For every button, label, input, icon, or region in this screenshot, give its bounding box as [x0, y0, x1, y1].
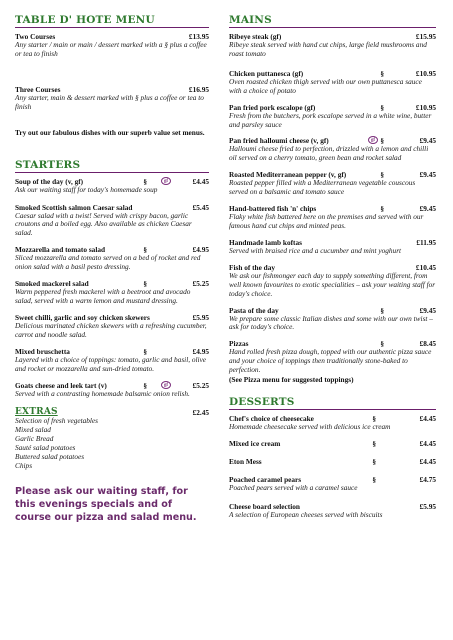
set-menu-marker: § — [143, 346, 147, 356]
item-name: Pizzas — [229, 339, 249, 349]
section-divider — [15, 172, 209, 173]
item-description: Fresh from the butchers, pork escalope served in a white wine, butter and parsley sauce — [229, 110, 432, 129]
item-price: £9.45 — [419, 136, 436, 146]
item-name: Ribeye steak (gf) — [229, 32, 282, 41]
menu-item — [229, 306, 436, 333]
section-divider — [229, 27, 436, 28]
extras-item: Mixed salad — [15, 425, 51, 435]
set-menu-marker: § — [143, 279, 147, 289]
item-name: Pan fried halloumi cheese (v, gf) — [229, 136, 329, 146]
menu-item — [229, 69, 436, 96]
menu-item — [229, 457, 436, 466]
item-description: Any starter / main or main / dessert marked with a § plus a coffee or tea to finish — [15, 40, 207, 58]
item-name: Chef's choice of cheesecake — [229, 414, 314, 424]
item-description: A selection of European cheeses served with biscuits — [229, 509, 383, 519]
item-name: Cheese board selection — [229, 501, 300, 511]
menu-item — [229, 339, 436, 384]
item-description: We ask our fishmonger each day to supply something different, from well known favourites to exotic specialities – ask your waiting staff for today's choice. — [229, 270, 436, 298]
extras-item: Selection of fresh vegetables — [15, 416, 99, 426]
menu-item — [15, 347, 209, 374]
item-name: Pan fried pork escalope (gf) — [229, 102, 316, 112]
item-name: Hand-battered fish 'n' chips — [229, 204, 317, 214]
item-price: £5.25 — [192, 279, 209, 289]
set-menu-marker: § — [380, 170, 384, 180]
two-courses-item — [15, 32, 209, 59]
item-description: Homemade cheesecake served with delicious ice cream — [229, 422, 391, 432]
menu-item — [15, 381, 209, 399]
item-price: £10.95 — [415, 68, 436, 78]
menu-item — [229, 502, 436, 520]
item-price: £4.75 — [419, 474, 436, 484]
menu-item — [15, 203, 209, 239]
menu-item — [229, 475, 436, 493]
menu-item — [229, 204, 436, 231]
set-menu-marker: § — [372, 456, 376, 466]
menu-item — [229, 103, 436, 130]
item-description: Hand rolled fresh pizza dough, topped with our authentic pizza sauce and your choice of toppings then traditionally stone-baked to perfection. — [229, 347, 432, 375]
menu-item — [229, 414, 436, 432]
set-menu-marker: § — [372, 438, 376, 448]
item-name: Goats cheese and leek tart (v) — [15, 380, 107, 390]
set-menu-marker: § — [380, 339, 384, 349]
gluten-free-icon: gf — [368, 136, 378, 144]
menu-item — [229, 170, 436, 197]
item-price: £5.95 — [192, 312, 209, 322]
extras-item: Chips — [15, 460, 33, 470]
starters-title: STARTERS — [15, 158, 81, 171]
menu-item — [229, 238, 436, 256]
extras-item: Garlic Bread — [15, 434, 54, 444]
item-description: Layered with a choice of toppings: tomato, garlic and basil, olive and rocket or mozzarella and sun-dried tomato. — [15, 354, 207, 373]
item-price: £9.45 — [419, 204, 436, 214]
extras-title: EXTRAS — [15, 407, 58, 418]
desserts-title: DESSERTS — [229, 396, 295, 409]
item-price: £4.95 — [192, 245, 209, 255]
item-description: Warm peppered fresh mackerel with a beetroot and avocado salad, served with a warm lemon and mustard dressing. — [15, 287, 191, 305]
mains-title: MAINS — [229, 14, 272, 26]
item-name: Pasta of the day — [229, 305, 279, 315]
menu-item — [229, 136, 436, 163]
item-description: Roasted pepper filled with a Mediterranean vegetable couscous served on a balsamic and tomato sauce — [229, 178, 416, 197]
item-description: Any starter, main & dessert marked with § plus a coffee or tea to finish — [15, 92, 204, 111]
item-price: £10.45 — [415, 262, 436, 272]
extras-price: £2.45 — [192, 408, 209, 418]
item-description: Oven roasted chicken thigh served with our own puttanesca sauce with a choice of potato — [229, 76, 422, 95]
item-name: Handmade lamb koftas — [229, 237, 302, 247]
item-description: Poached pears served with a caramel sauce — [229, 482, 358, 492]
set-menu-marker: § — [380, 102, 384, 112]
item-name: Roasted Mediterranean pepper (v, gf) — [229, 170, 347, 180]
item-name: Smoked Scottish salmon Caesar salad — [15, 202, 133, 212]
item-name: Two Courses — [15, 32, 56, 41]
gluten-free-icon: gf — [161, 177, 171, 185]
set-menu-marker: § — [143, 245, 147, 255]
three-courses-item — [15, 85, 209, 112]
item-description: Ask our waiting staff for today's homemade soup — [15, 184, 158, 194]
set-menu-marker: § — [372, 474, 376, 484]
item-price: £10.95 — [415, 102, 436, 112]
item-description: Sliced mozzarella and tomato served on a bed of rocket and red onion salad with a basil pesto dressing. — [15, 253, 201, 272]
item-price: £8.45 — [419, 339, 436, 349]
specials-note: Please ask our waiting staff, for this evenings specials and of course our pizza and salad menu. — [15, 485, 197, 523]
set-menu-marker: § — [372, 414, 376, 424]
item-description: Flaky white fish battered here on the premises and served with our famous hand cut chips and minted peas. — [229, 212, 424, 230]
item-description: Ribeye steak served with hand cut chips, large field mushrooms and roast tomato — [229, 40, 427, 58]
section-divider — [229, 409, 436, 410]
item-price: £5.45 — [192, 202, 209, 212]
item-name: Mixed bruschetta — [15, 346, 70, 356]
menu-item — [15, 279, 209, 306]
item-price: £9.45 — [419, 305, 436, 315]
gluten-free-icon: gf — [161, 381, 171, 389]
extras-section — [15, 406, 209, 470]
menu-item — [229, 263, 436, 299]
set-menu-marker: § — [380, 305, 384, 315]
item-price: £13.95 — [188, 32, 209, 41]
item-name: Fish of the day — [229, 262, 276, 272]
item-description: Halloumi cheese fried to perfection, drizzled with a lemon and chilli oil served on a cherry tomato, green bean and rocket salad — [229, 144, 429, 163]
menu-item — [15, 245, 209, 272]
extras-list — [15, 417, 209, 470]
table-dhote-title: TABLE D' HOTE MENU — [15, 14, 155, 26]
extras-item: Sauté salad potatoes — [15, 443, 76, 453]
item-price: £15.95 — [415, 32, 436, 41]
desserts-list — [229, 414, 436, 520]
item-description: We prepare some classic Italian dishes and some with our own twist – ask for today's choice. — [229, 313, 433, 332]
menu-item — [229, 32, 436, 59]
item-description: Caesar salad with a twist! Served with crispy bacon, garlic croutons and a boiled egg. Also available as chicken Caesar salad. — [15, 210, 192, 238]
item-price: £4.45 — [419, 456, 436, 466]
left-column — [15, 14, 209, 524]
item-name: Poached caramel pears — [229, 474, 302, 484]
item-price: £11.95 — [416, 237, 436, 247]
set-menu-note: Try out our fabulous dishes with our superb value set menus. — [15, 127, 205, 137]
item-price: £5.25 — [192, 380, 209, 390]
set-menu-marker: § — [143, 176, 147, 186]
item-name: Three Courses — [15, 84, 61, 94]
item-name: Smoked mackerel salad — [15, 279, 89, 289]
menu-item — [229, 439, 436, 448]
starters-list — [15, 177, 209, 399]
set-menu-marker: § — [380, 136, 384, 146]
item-name: Mixed ice cream — [229, 438, 281, 448]
item-price: £5.95 — [419, 501, 436, 511]
item-price: £16.95 — [188, 84, 209, 94]
item-description: Served with braised rice and a cucumber and mint yoghurt — [229, 245, 402, 255]
extras-item: Buttered salad potatoes — [15, 452, 85, 462]
item-description: Served with a contrasting homemade balsamic onion relish. — [15, 388, 190, 398]
item-price: £4.45 — [419, 414, 436, 424]
menu-item — [15, 313, 209, 340]
item-price: £4.95 — [192, 346, 209, 356]
right-column — [229, 14, 436, 527]
section-divider — [15, 27, 209, 28]
item-name: Eton Mess — [229, 456, 262, 466]
item-price: £4.45 — [419, 438, 436, 448]
menu-item — [15, 177, 209, 195]
set-menu-marker: § — [380, 68, 384, 78]
item-name: Soup of the day (v, gf) — [15, 176, 84, 186]
set-menu-marker: § — [143, 380, 147, 390]
item-description: Delicious marinated chicken skewers with a refreshing cucumber, carrot and noodle salad. — [15, 320, 207, 339]
item-name: Chicken puttanesca (gf) — [229, 68, 304, 78]
item-note: (See Pizza menu for suggested toppings) — [229, 375, 354, 385]
set-menu-marker: § — [380, 204, 384, 214]
item-price: £4.45 — [192, 176, 209, 186]
item-price: £9.45 — [419, 170, 436, 180]
item-name: Sweet chilli, garlic and soy chicken skewers — [15, 312, 150, 322]
item-name: Mozzarella and tomato salad — [15, 245, 106, 255]
mains-list — [229, 32, 436, 384]
